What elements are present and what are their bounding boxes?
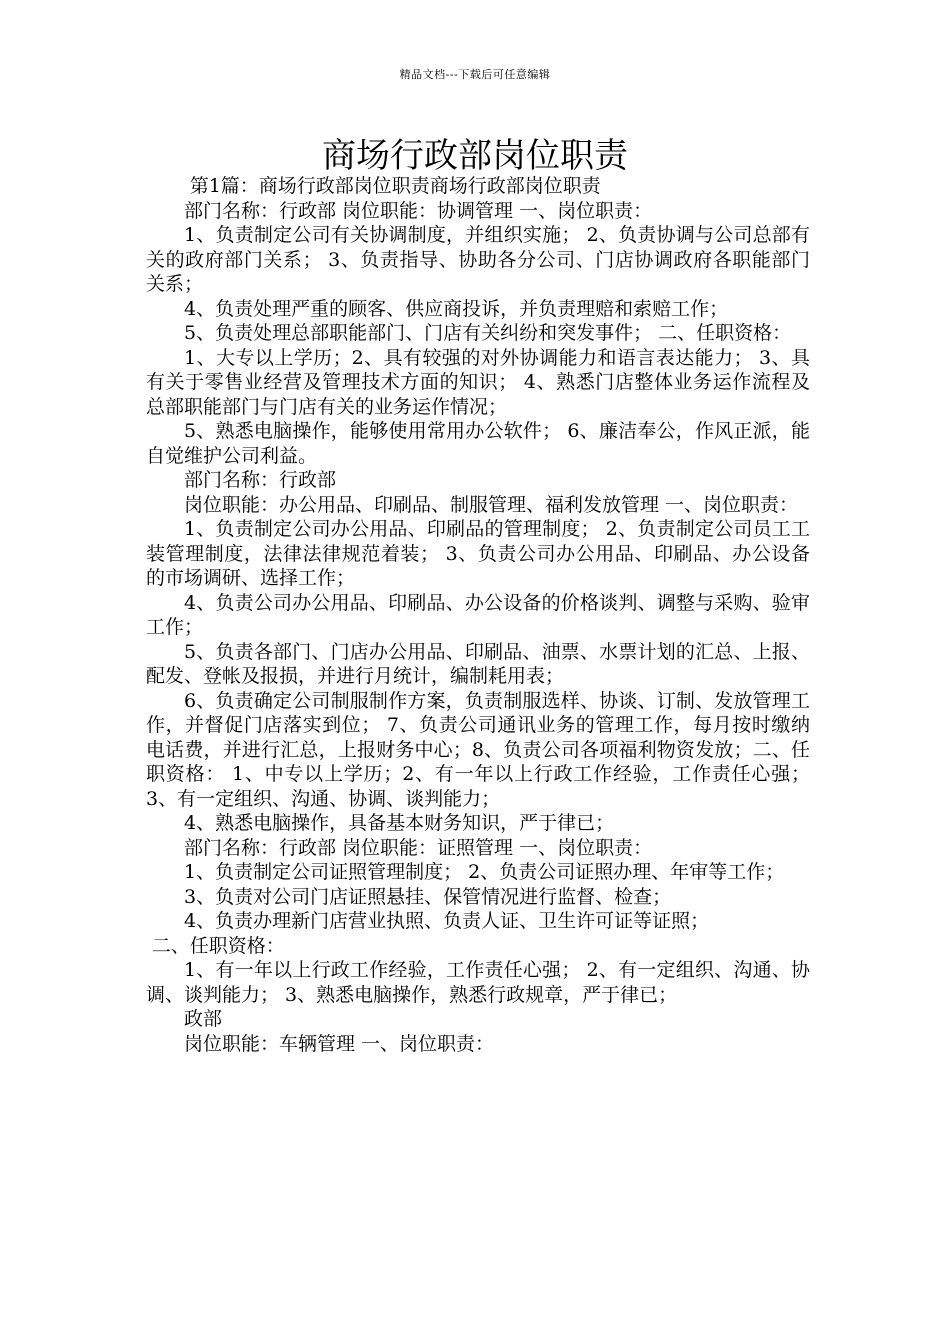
paragraph: 5、熟悉电脑操作，能够使用常用办公软件； 6、廉洁奉公，作风正派，能自觉维护公司利益。 xyxy=(146,420,810,467)
paragraph: 部门名称：行政部 岗位职能：证照管理 一、岗位职责： xyxy=(184,836,653,859)
paragraph: 岗位职能：办公用品、印刷品、制服管理、福利发放管理 一、岗位职责： xyxy=(184,493,799,516)
paragraph: 3、负责对公司门店证照悬挂、保管情况进行监督、检查； xyxy=(184,885,672,908)
paragraph-subtitle: 第1篇：商场行政部岗位职责商场行政部岗位职责 xyxy=(189,175,601,197)
paragraph: 1、负责制定公司证照管理制度； 2、负责公司证照办理、年审等工作； xyxy=(184,861,785,883)
paragraph: 5、负责处理总部职能部门、门店有关纠纷和突发事件； 二、任职资格： xyxy=(184,322,792,344)
paragraph: 4、熟悉电脑操作，具备基本财务知识，严于律已； xyxy=(184,812,615,834)
paragraph: 4、负责处理严重的顾客、供应商投诉，并负责理赔和索赔工作； xyxy=(184,297,729,320)
paragraph: 政部 xyxy=(184,1008,223,1030)
paragraph: 6、负责确定公司制服制作方案，负责制服选样、协谈、订制、发放管理工作，并督促门店落实到位； 7、负责公司通讯业务的管理工作，每月按时缴纳电话费，并进行汇总，上报财务中心；8、负责公司各项福利物资发放；二、任职资格： 1、中专以上学历；2、有一年以上行政工作经验，工作责任心强；3、有一定组织、沟通、协调、谈判能力； xyxy=(146,689,810,810)
document-title: 商场行政部岗位职责 xyxy=(322,136,628,176)
paragraph: 部门名称：行政部 岗位职能：协调管理 一、岗位职责： xyxy=(184,199,653,222)
paragraph: 5、负责各部门、门店办公用品、印刷品、油票、水票计划的汇总、上报、配发、登帐及报损，并进行月统计，编制耗用表； xyxy=(146,640,810,687)
paragraph: 1、负责制定公司办公用品、印刷品的管理制度； 2、负责制定公司员工工装管理制度，法律法律规范着装； 3、负责公司办公用品、印刷品、办公设备的市场调研、选择工作； xyxy=(146,518,810,589)
paragraph: 岗位职能：车辆管理 一、岗位职责： xyxy=(184,1032,495,1055)
document-body xyxy=(146,174,810,1056)
header-note: 精品文档---下载后可任意编辑 xyxy=(399,68,551,81)
paragraph: 二、任职资格： xyxy=(151,934,285,957)
paragraph: 4、负责办理新门店营业执照、负责人证、卫生许可证等证照； xyxy=(184,910,710,932)
paragraph: 1、负责制定公司有关协调制度，并组织实施； 2、负责协调与公司总部有关的政府部门关系； 3、负责指导、协助各分公司、门店协调政府各职能部门关系； xyxy=(146,224,810,295)
paragraph: 1、大专以上学历；2、具有较强的对外协调能力和语言表达能力； 3、具有关于零售业经营及管理技术方面的知识； 4、熟悉门店整体业务运作流程及总部职能部门与门店有关的业务运作情况； xyxy=(146,346,810,418)
paragraph: 1、有一年以上行政工作经验，工作责任心强； 2、有一定组织、沟通、协调、谈判能力； 3、熟悉电脑操作，熟悉行政规章，严于律已； xyxy=(146,959,810,1006)
paragraph: 部门名称：行政部 xyxy=(184,469,337,491)
paragraph: 4、负责公司办公用品、印刷品、办公设备的价格谈判、调整与采购、验审工作； xyxy=(146,591,810,638)
